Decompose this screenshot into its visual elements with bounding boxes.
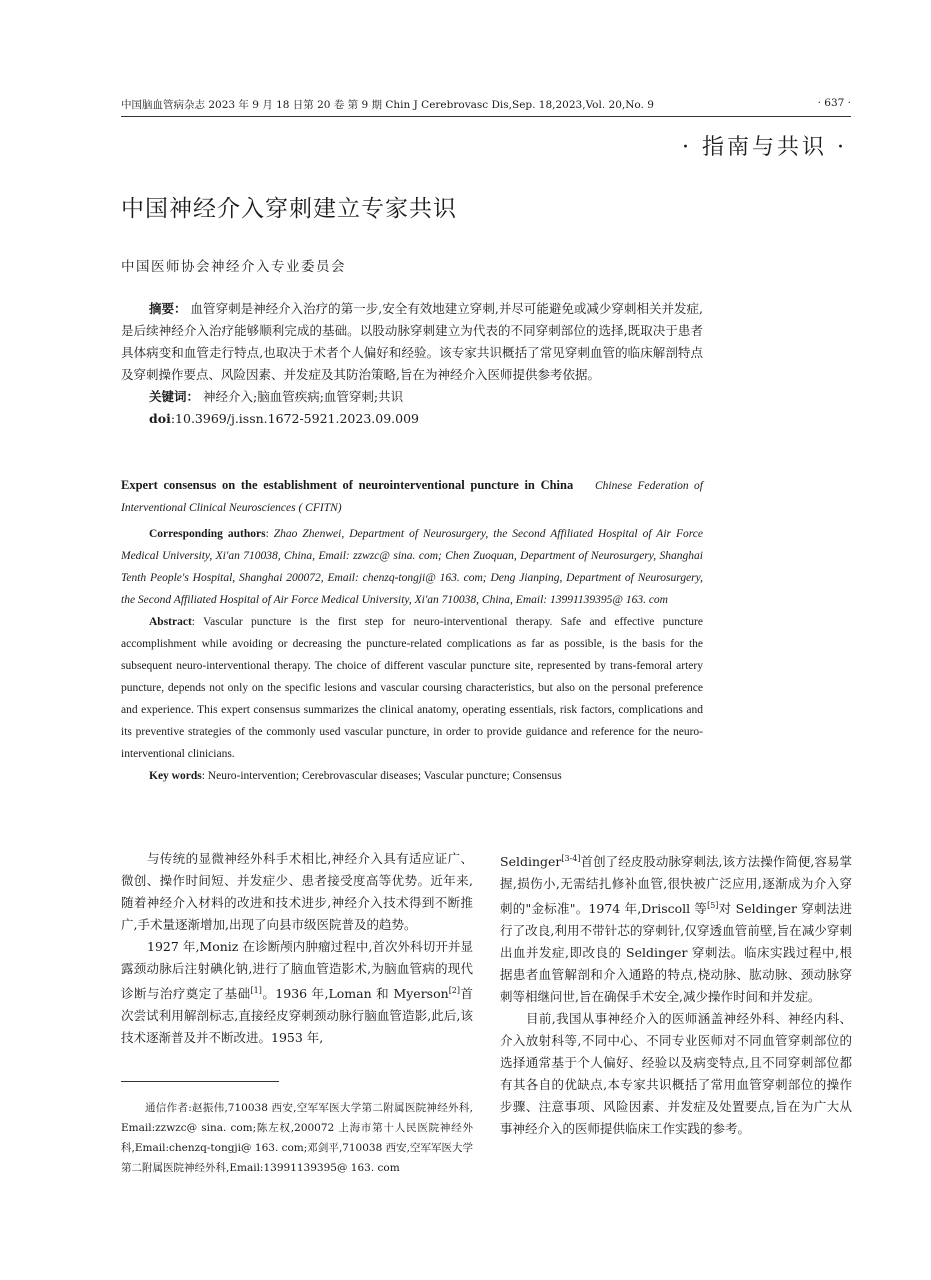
reference-5[interactable]: [5] (707, 901, 719, 911)
english-org: Chinese Federation of Interventional Clinical Neurosciences ( CFITN) (121, 480, 703, 514)
body-column-right (500, 848, 852, 1140)
keywords-cn-text: 神经介入;脑血管疾病;血管穿刺;共识 (203, 389, 404, 404)
corresponding-authors: Corresponding authors: Zhao Zhenwei, Department of Neurosurgery, the Second Affiliated Hospital of Air Force Medical University, Xi'an 710038, China, Email: zzwzc@ sina. com; Chen Zuoquan, Department of Neurosurgery, Shanghai Tenth People's Hospital, Shanghai 200072, Email: chenzq-tongji@ 163. com; Deng Jianping, Department of Neurosurgery, the Second Affiliated Hospital of Air Force Medical University, Xi'an 710038, China, Email: 13991139395@ 163. com (121, 528, 703, 606)
corr-label: Corresponding authors (149, 528, 266, 540)
abstract-en-text: Vascular puncture is the first step for neuro-interventional therapy. Safe and effective puncture accomplishment while avoiding or decreasing the puncture-related complications as far as possible, is the basis for the subsequent neuro-interventional therapy. The choice of different vascular puncture site, represented by trans-femoral artery puncture, depends not only on the specific lesions and vascular coursing characteristics, but also on the personal preference and experience. This expert consensus summarizes the clinical anatomy, operating essentials, risk factors, complications and its preventive strategies of the commonly used vascular puncture, in order to provide guidance and reference for the neuro-interventional clinicians. (121, 616, 703, 760)
p3-part-c: 对 Seldinger 穿刺法进行了改良,利用不带针芯的穿刺针,仅穿透血管前壁,旨在减少穿刺出血并发症,即改良的 Seldinger 穿刺法。临床实践过程中,根据患者血管解剖和介入通路的特点,桡动脉、肱动脉、颈动脉穿刺等相继问世,旨在确保手术安全,减少操作时间和并发症。 (500, 901, 852, 1005)
abstract-cn-text: 血管穿刺是神经介入治疗的第一步,安全有效地建立穿刺,并尽可能避免或减少穿刺相关并发症,是后续神经介入治疗能够顺利完成的基础。以股动脉穿刺建立为代表的不同穿刺部位的选择,既取决于患者具体病变和血管走行特点,也取决于术者个人偏好和经验。该专家共识概括了常见穿刺血管的临床解剖特点及穿刺操作要点、风险因素、并发症及其防治策略,旨在为神经介入医师提供参考依据。 (121, 301, 703, 382)
keywords-en: Key words: Neuro-intervention; Cerebrovascular diseases; Vascular puncture; Consensus (149, 770, 562, 782)
abstract-cn (121, 298, 703, 430)
english-title: Expert consensus on the establishment of neurointerventional puncture in China (121, 478, 574, 492)
footnote: 通信作者:赵振伟,710038 西安,空军军医大学第二附属医院神经外科, Email:zzwzc@ sina. com;陈左权,200072 上海市第十人民医院神经外科,Email:chenzq-tongji@ 163. com;邓剑平,710038 西安,空军军医大学第二附属医院神经外科,Email:13991139395@ 163. com (121, 1102, 473, 1174)
body-column-left (121, 848, 473, 1049)
keywords-en-label: Key words (149, 770, 202, 782)
reference-1[interactable]: [1] (250, 986, 262, 995)
footnote-rule (121, 1081, 279, 1082)
reference-2[interactable]: [2] (448, 986, 461, 995)
p3-part-b: 首创了经皮股动脉穿刺法,该方法操作简便,容易掌握,损伤小,无需结扎修补血管,很快被广泛应用,逐渐成为介入穿刺的"金标准"。1974 年,Driscoll 等 (500, 854, 852, 917)
abstract-en: Abstract: Vascular puncture is the first step for neuro-interventional therapy. Safe and effective puncture accomplishment while avoiding or decreasing the puncture-related complications as far as possible, is the basis for the subsequent neuro-interventional therapy. The choice of different vascular puncture site, represented by trans-femoral artery puncture, depends not only on the specific lesions and vascular coursing characteristics, but also on the personal preference and experience. This expert consensus summarizes the clinical anatomy, operating essentials, risk factors, complications and its preventive strategies of the commonly used vascular puncture, in order to provide guidance and reference for the neuro-interventional clinicians. (121, 616, 703, 760)
p2-part-b: 。1936 年,Loman 和 Myerson (261, 986, 449, 1002)
body-paragraph-3 (500, 848, 852, 1008)
body-paragraph-1: 与传统的显微神经外科手术相比,神经介入具有适应证广、微创、操作时间短、并发症少、患者接受度高等优势。近年来,随着神经介入材料的改进和技术进步,神经介入技术得到不断推广,手术量逐渐增加,出现了向县市级医院普及的趋势。 (121, 851, 473, 932)
doi-label: doi (149, 411, 171, 426)
section-title: · 指南与共识 · (682, 135, 847, 160)
corr-text: Zhao Zhenwei, Department of Neurosurgery, the Second Affiliated Hospital of Air Force Medical University, Xi'an 710038, China, Email: zzwzc@ sina. com; Chen Zuoquan, Department of Neurosurgery, Shanghai Tenth People's Hospital, Shanghai 200072, Email: chenzq-tongji@ 163. com; Deng Jianping, Department of Neurosurgery, the Second Affiliated Hospital of Air Force Medical University, Xi'an 710038, China, Email: 13991139395@ 163. com (121, 528, 703, 606)
body-paragraph-2 (121, 936, 473, 1049)
doi-value: :10.3969/j.issn.1672-5921.2023.09.009 (170, 411, 419, 426)
doi-line (121, 408, 703, 430)
abstract-cn-paragraph (121, 298, 703, 386)
p2-part-c: 首次尝试利用解剖标志,直接经皮穿刺颈动脉行脑血管造影,此后,该技术逐渐普及并不断改进。1953 年, (121, 986, 473, 1046)
keywords-cn-label: 关键词： (149, 389, 200, 404)
article-title-cn: 中国神经介入穿刺建立专家共识 (121, 196, 457, 222)
author-cn: 中国医师协会神经介入专业委员会 (121, 259, 346, 275)
p3-part-a: Seldinger (500, 854, 562, 870)
body-paragraph-4: 目前,我国从事神经介入的医师涵盖神经外科、神经内科、介入放射科等,不同中心、不同专业医师对不同血管穿刺部位的选择通常基于个人偏好、经验以及病变特点,且不同穿刺部位都有其各自的优缺点,本专家共识概括了常用血管穿刺部位的操作步骤、注意事项、风险因素、并发症及处置要点,旨在为广大从事神经介入的医师提供临床工作实践的参考。 (500, 1011, 852, 1137)
english-title-line (121, 474, 703, 519)
page-number: · 637 · (817, 97, 851, 109)
keywords-cn (121, 386, 703, 408)
running-header (121, 97, 851, 117)
keywords-en-text: Neuro-intervention; Cerebrovascular diseases; Vascular puncture; Consensus (207, 770, 562, 782)
english-block (121, 474, 703, 787)
abstract-cn-label: 摘要： (149, 301, 187, 316)
p2-part-a: 1927 年,Moniz 在诊断颅内肿瘤过程中,首次外科切开并显露颈动脉后注射碘化钠,进行了脑血管造影术,为脑血管病的现代诊断与治疗奠定了基础 (121, 939, 473, 1002)
journal-info: 中国脑血管病杂志 2023 年 9 月 18 日第 20 卷 第 9 期 Chin J Cerebrovasc Dis,Sep. 18,2023,Vol. 20,No. 9 (121, 99, 654, 111)
abstract-en-label: Abstract (149, 616, 192, 628)
reference-3-4[interactable]: [3-4] (561, 854, 581, 863)
